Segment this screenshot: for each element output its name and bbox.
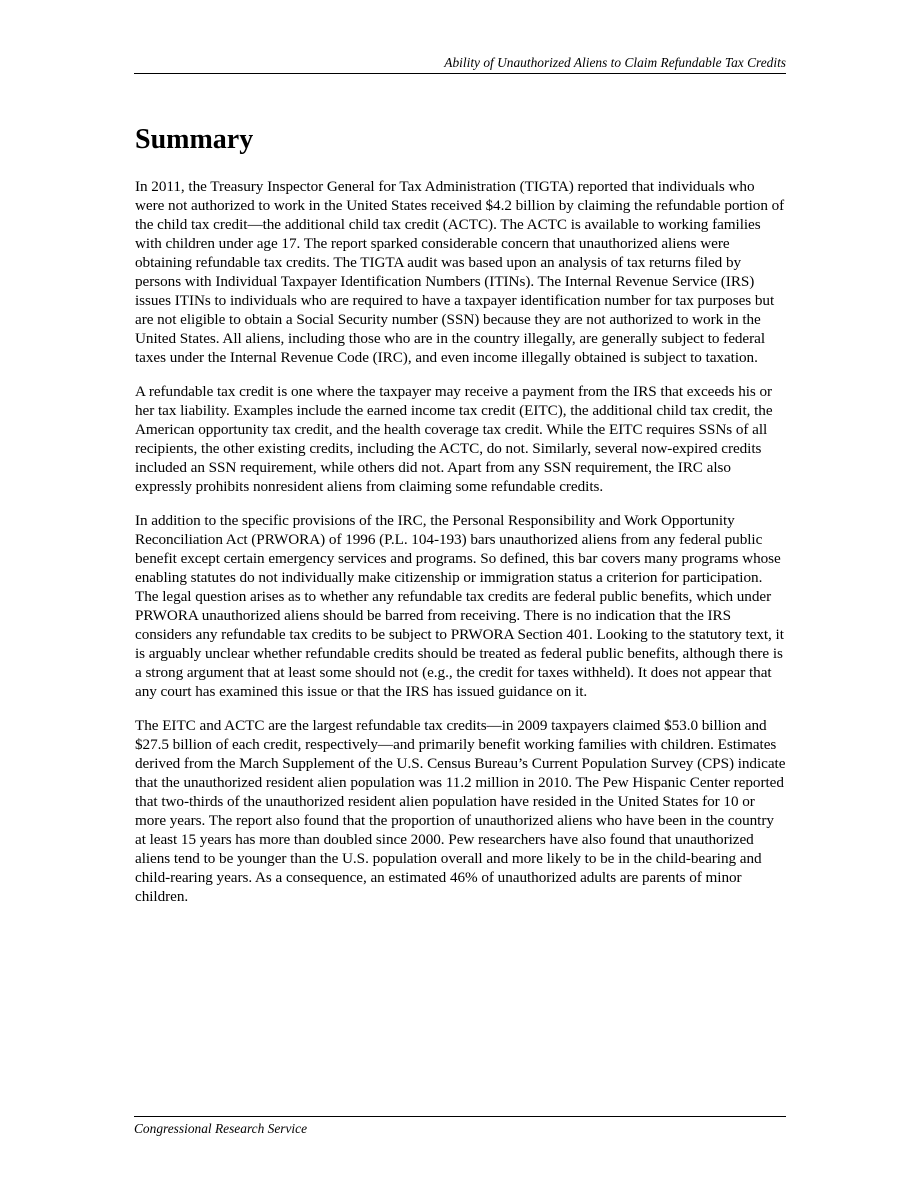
paragraph: In addition to the specific provisions of the IRC, the Personal Responsibility and Work Opportunity Reconciliation Act (PRWORA) of 1996 (P.L. 104-193) bars unauthorized aliens from any federal public benefit except certain emergency services and programs. So defined, this bar covers many programs whose enabling statutes do not individually make citizenship or immigration status a criterion for participation. The legal question arises as to whether any refundable tax credits are federal public benefits, which under PRWORA unauthorized aliens should be barred from receiving. There is no indication that the IRS considers any refundable tax credits to be subject to PRWORA Section 401. Looking to the statutory text, it is arguably unclear whether refundable credits should be treated as federal public benefits, although there is a strong argument that at least some should not (e.g., the credit for taxes withheld). It does not appear that any court has examined this issue or that the IRS has issued guidance on it. <box>135 512 784 700</box>
running-footer: Congressional Research Service <box>134 1116 786 1138</box>
paragraph: A refundable tax credit is one where the taxpayer may receive a payment from the IRS that exceeds his or her tax liability. Examples include the earned income tax credit (EITC), the additional child tax credit, the American opportunity tax credit, and the health coverage tax credit. While the EITC requires SSNs of all recipients, the other existing credits, including the ACTC, do not. Similarly, several now-expired credits included an SSN requirement, while others did not. Apart from any SSN requirement, the IRC also expressly prohibits nonresident aliens from claiming some refundable credits. <box>135 383 773 495</box>
summary-body <box>135 177 787 921</box>
section-title: Summary <box>135 124 254 155</box>
running-header: Ability of Unauthorized Aliens to Claim Refundable Tax Credits <box>134 54 786 74</box>
paragraph: In 2011, the Treasury Inspector General for Tax Administration (TIGTA) reported that individuals who were not authorized to work in the United States received $4.2 billion by claiming the refundable portion of the child tax credit—the additional child tax credit (ACTC). The ACTC is available to working families with children under age 17. The report sparked considerable concern that unauthorized aliens were obtaining refundable tax credits. The TIGTA audit was based upon an analysis of tax returns filed by persons with Individual Taxpayer Identification Numbers (ITINs). The Internal Revenue Service (IRS) issues ITINs to individuals who are required to have a taxpayer identification number for tax purposes but are not eligible to obtain a Social Security number (SSN) because they are not authorized to work in the United States. All aliens, including those who are in the country illegally, are generally subject to federal taxes under the Internal Revenue Code (IRC), and even income illegally obtained is subject to taxation. <box>135 178 785 366</box>
paragraph: The EITC and ACTC are the largest refundable tax credits—in 2009 taxpayers claimed $53.0 billion and $27.5 billion of each credit, respectively—and primarily benefit working families with children. Estimates derived from the March Supplement of the U.S. Census Bureau’s Current Population Survey (CPS) indicate that the unauthorized resident alien population was 11.2 million in 2010. The Pew Hispanic Center reported that two-thirds of the unauthorized resident alien population have resided in the United States for 10 or more years. The report also found that the proportion of unauthorized aliens who have been in the country at least 15 years has more than doubled since 2000. Pew researchers have also found that unauthorized aliens tend to be younger than the U.S. population overall and more likely to be in the child-bearing and child-rearing years. As a consequence, an estimated 46% of unauthorized adults are parents of minor children. <box>135 717 786 905</box>
